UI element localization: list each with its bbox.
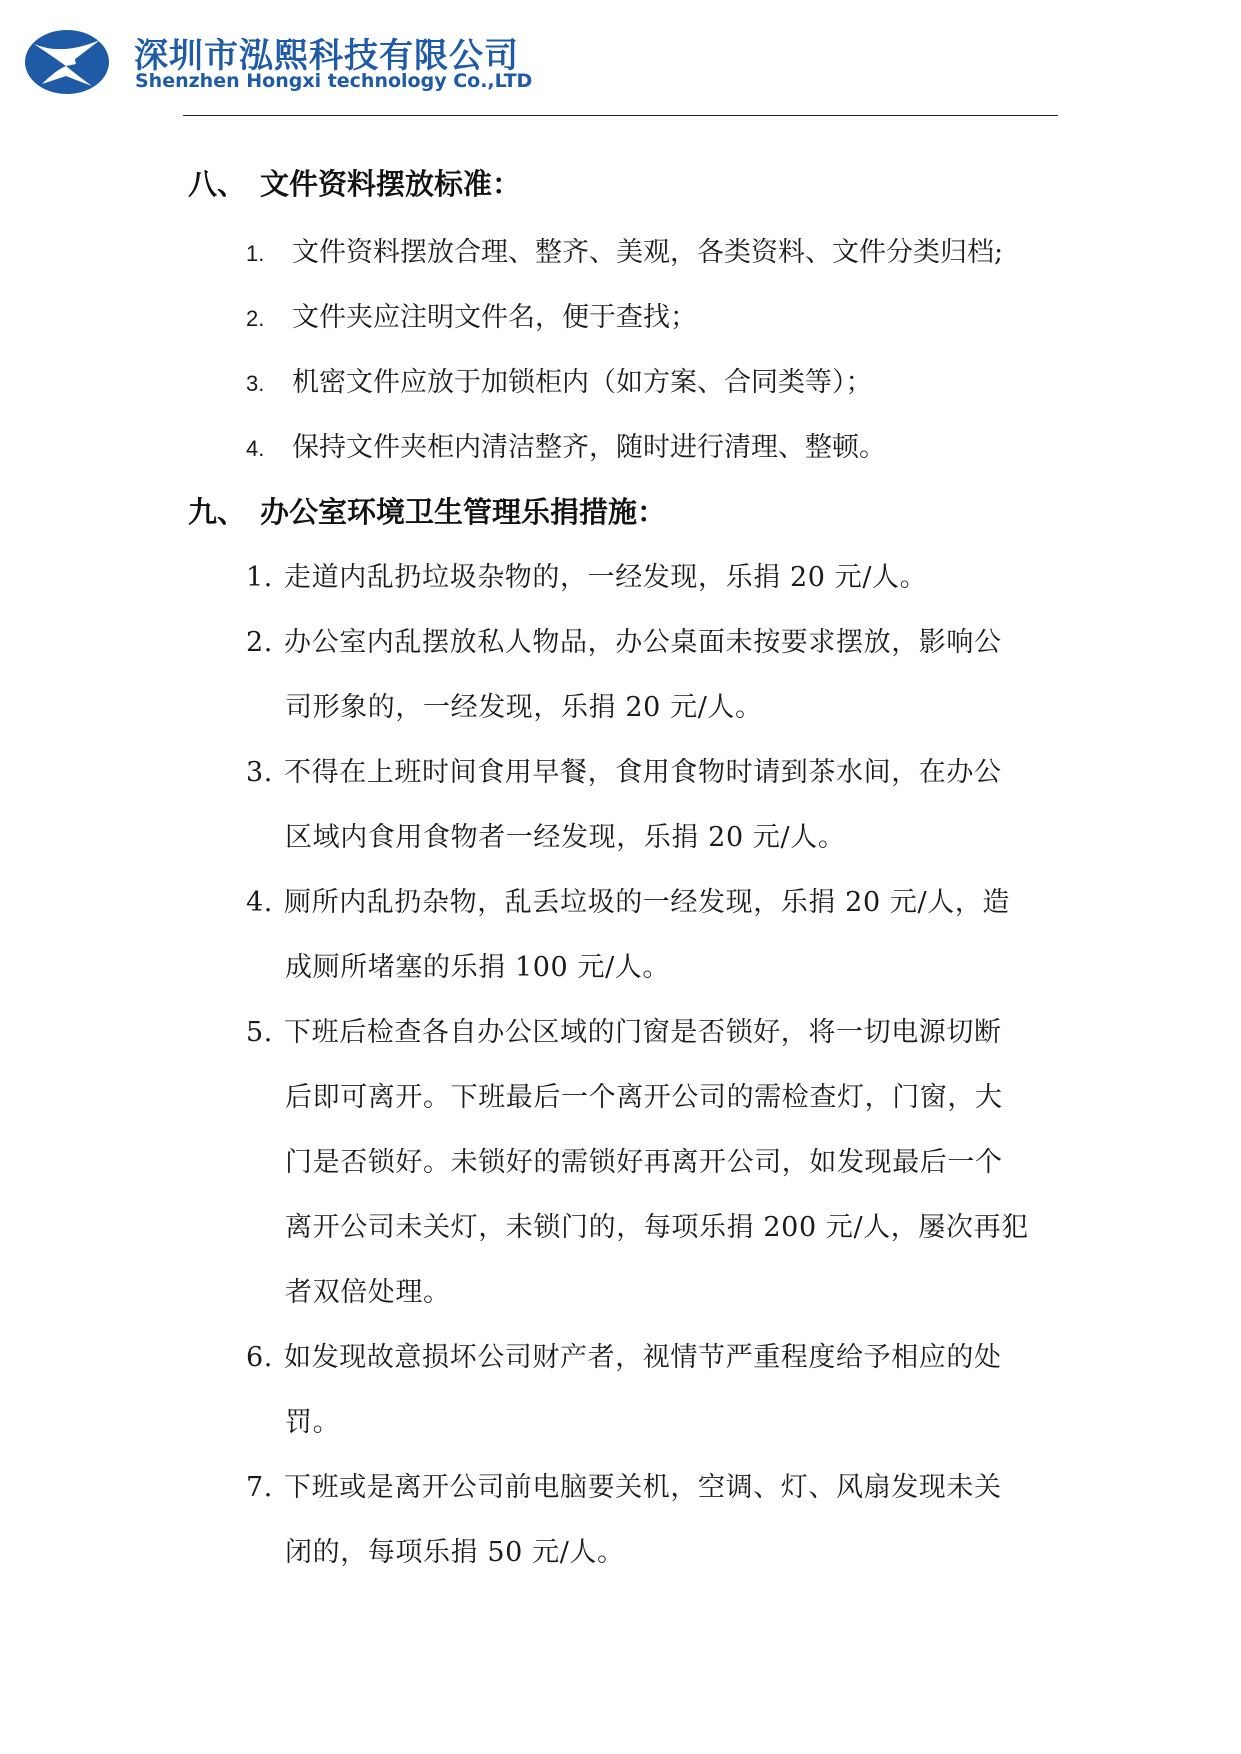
list-item — [246, 555, 927, 594]
item-continuation: 者双倍处理。 — [285, 1277, 451, 1308]
item-text: 办公室内乱摆放私人物品，办公桌面未按要求摆放，影响公 — [284, 627, 1002, 658]
company-logo-icon — [22, 26, 112, 96]
section-8-title: 文件资料摆放标准： — [260, 167, 522, 201]
item-number: 4. — [246, 436, 265, 461]
item-text: 下班或是离开公司前电脑要关机，空调、灯、风扇发现未关 — [284, 1472, 1002, 1503]
list-item — [246, 1010, 1002, 1049]
item-number: 3. — [246, 371, 265, 396]
item-text: 保持文件夹柜内清洁整齐，随时进行清理、整顿。 — [292, 432, 886, 463]
item-continuation: 离开公司未关灯，未锁门的，每项乐捐 200 元/人，屡次再犯 — [285, 1212, 1029, 1243]
item-number: 5. — [246, 1017, 273, 1048]
item-text: 厕所内乱扔杂物，乱丢垃圾的一经发现，乐捐 20 元/人，造 — [284, 887, 1011, 918]
item-number: 3. — [246, 757, 273, 788]
list-item — [246, 295, 697, 334]
section-8-number: 八、 — [188, 167, 247, 201]
item-text: 下班后检查各自办公区域的门窗是否锁好，将一切电源切断 — [284, 1017, 1002, 1048]
item-continuation: 闭的，每项乐捐 50 元/人。 — [285, 1537, 625, 1568]
company-name-cn: 深圳市泓熙科技有限公司 — [134, 36, 519, 76]
item-continuation: 区域内食用食物者一经发现，乐捐 20 元/人。 — [285, 822, 846, 853]
item-continuation: 司形象的，一经发现，乐捐 20 元/人。 — [285, 692, 763, 723]
section-9-title: 办公室环境卫生管理乐捐措施： — [260, 495, 667, 529]
list-item — [246, 880, 1010, 919]
company-name-en: Shenzhen Hongxi technology Co.,LTD — [135, 70, 533, 92]
section-9-number: 九、 — [188, 495, 247, 529]
list-item — [246, 425, 886, 464]
item-number: 6. — [246, 1342, 273, 1373]
item-continuation: 罚。 — [285, 1407, 341, 1438]
list-item — [246, 1335, 1002, 1374]
section-8-heading — [188, 162, 521, 203]
item-number: 7. — [246, 1472, 273, 1503]
header-divider — [183, 115, 1058, 116]
item-text: 不得在上班时间食用早餐，食用食物时请到茶水间，在办公 — [284, 757, 1002, 788]
item-number: 2. — [246, 627, 273, 658]
item-number: 1. — [246, 562, 273, 593]
item-number: 1. — [246, 241, 265, 266]
item-number: 2. — [246, 306, 265, 331]
item-continuation: 成厕所堵塞的乐捐 100 元/人。 — [285, 952, 670, 983]
item-text: 文件资料摆放合理、整齐、美观，各类资料、文件分类归档; — [292, 237, 1004, 268]
section-9-heading — [188, 490, 666, 531]
list-item — [246, 1465, 1002, 1504]
list-item — [246, 230, 1003, 269]
item-text: 机密文件应放于加锁柜内（如方案、合同类等）； — [292, 367, 873, 398]
letterhead — [22, 24, 722, 104]
item-text: 走道内乱扔垃圾杂物的，一经发现，乐捐 20 元/人。 — [284, 562, 928, 593]
item-continuation: 后即可离开。下班最后一个离开公司的需检查灯，门窗，大 — [285, 1082, 1003, 1113]
item-continuation: 门是否锁好。未锁好的需锁好再离开公司，如发现最后一个 — [285, 1147, 1003, 1178]
item-number: 4. — [246, 887, 273, 918]
list-item — [246, 750, 1002, 789]
list-item — [246, 360, 873, 399]
list-item — [246, 620, 1002, 659]
item-text: 如发现故意损坏公司财产者，视情节严重程度给予相应的处 — [284, 1342, 1002, 1373]
item-text: 文件夹应注明文件名，便于查找； — [292, 302, 697, 333]
